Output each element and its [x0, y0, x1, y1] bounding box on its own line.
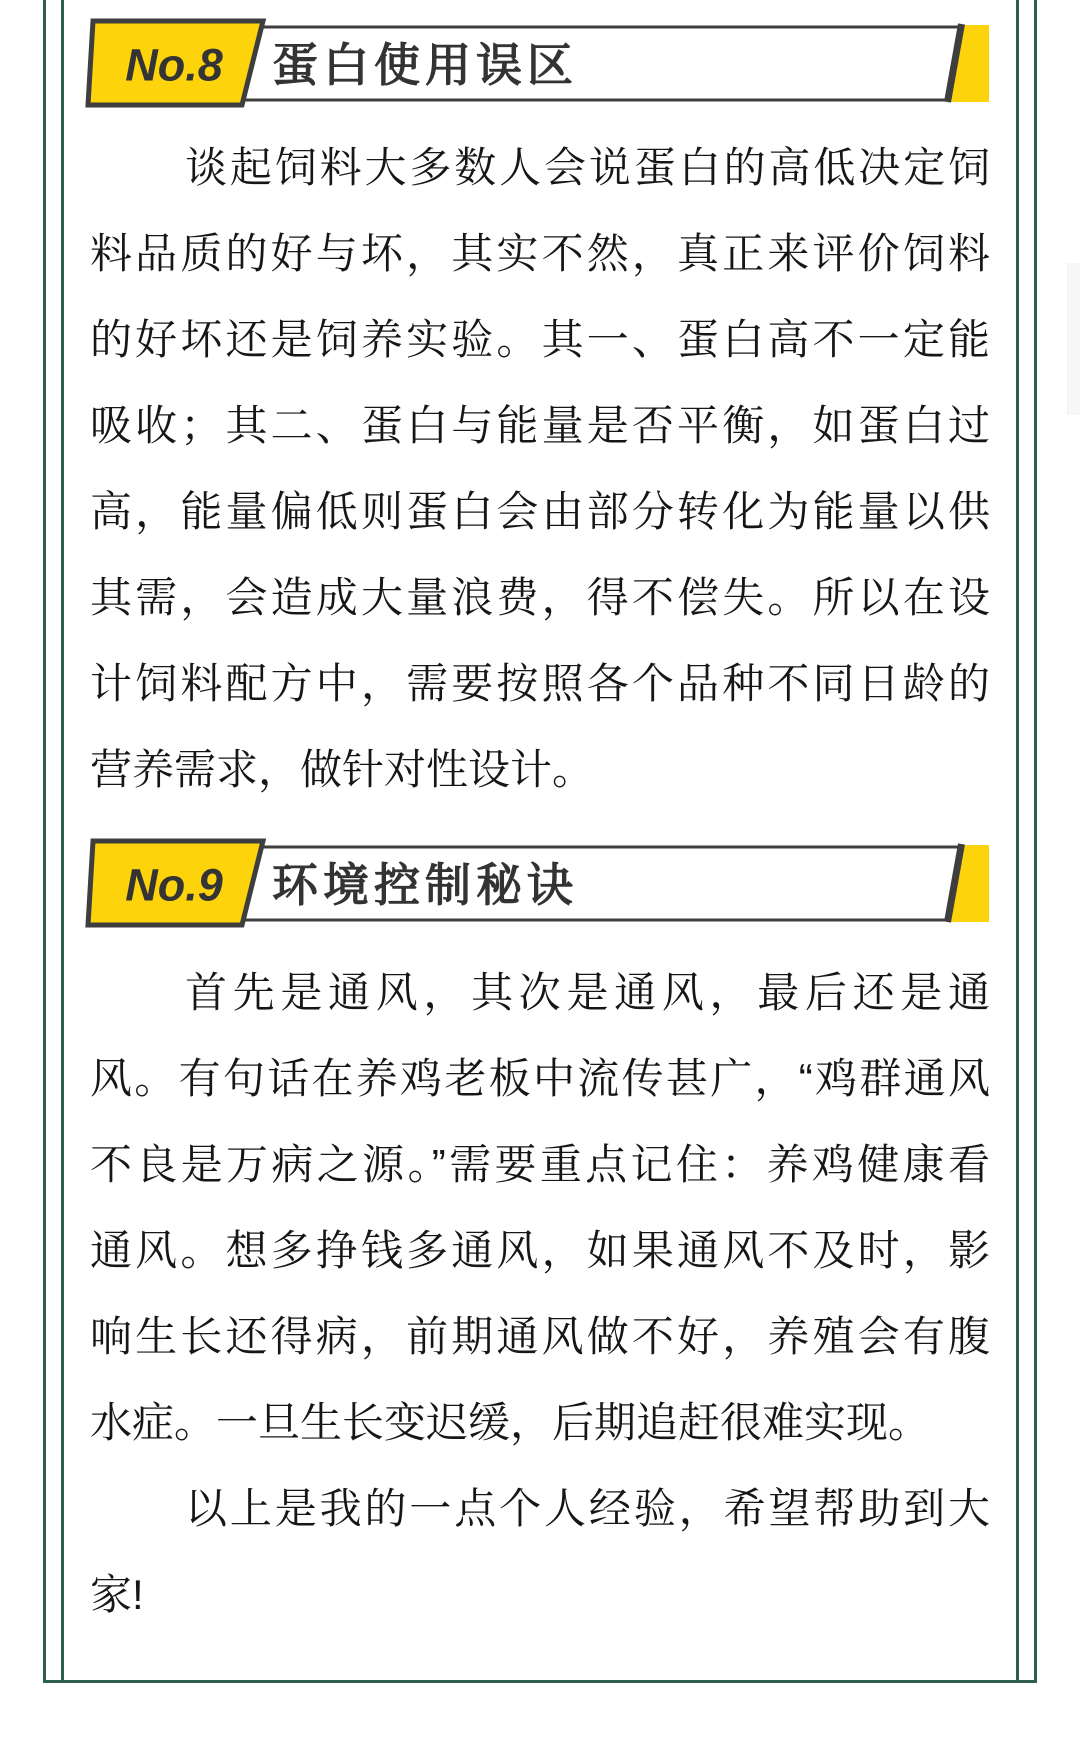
text-line: 不良是万病之源。”需要重点记住：养鸡健康看 [90, 1141, 990, 1188]
section-title-text: 蛋白使用误区 [272, 39, 578, 91]
scrollbar-thumb[interactable] [1067, 263, 1080, 415]
section-header-no8 [86, 20, 988, 108]
section-no9-body [90, 950, 990, 1638]
text-line: 其需，会造成大量浪费，得不偿失。所以在设 [90, 574, 990, 621]
text-line: 响生长还得病，前期通风做不好，养殖会有腹 [90, 1313, 990, 1360]
badge-number-text: No.8 [125, 39, 223, 91]
paragraph [90, 125, 990, 813]
text-line: 吸收；其二、蛋白与能量是否平衡，如蛋白过 [90, 402, 990, 449]
text-line: 水症。一旦生长变迟缓，后期追赶很难实现。 [90, 1399, 931, 1446]
text-line: 以上是我的一点个人经验，希望帮助到大 [185, 1485, 990, 1532]
text-line: 计饲料配方中，需要按照各个品种不同日龄的 [90, 660, 990, 707]
badge-number-text: No.9 [125, 859, 223, 911]
text-line: 谈起饲料大多数人会说蛋白的高低决定饲 [185, 144, 990, 191]
text-line: 料品质的好与坏，其实不然，真正来评价饲料 [90, 230, 990, 277]
section-no8-body [90, 125, 990, 813]
section-header-no9 [86, 840, 988, 928]
section-title-text: 环境控制秘诀 [272, 859, 578, 911]
text-line: 风。有句话在养鸡老板中流传甚广，“鸡群通风 [90, 1055, 990, 1102]
text-line: 家! [90, 1571, 144, 1618]
paragraph [90, 1466, 990, 1638]
text-line: 营养需求，做针对性设计。 [90, 746, 595, 793]
text-line: 高，能量偏低则蛋白会由部分转化为能量以供 [90, 488, 990, 535]
text-line: 首先是通风，其次是通风，最后还是通 [185, 969, 990, 1016]
text-line: 通风。想多挣钱多通风，如果通风不及时，影 [90, 1227, 990, 1274]
paragraph [90, 950, 990, 1466]
text-line: 的好坏还是饲养实验。其一、蛋白高不一定能 [90, 316, 990, 363]
